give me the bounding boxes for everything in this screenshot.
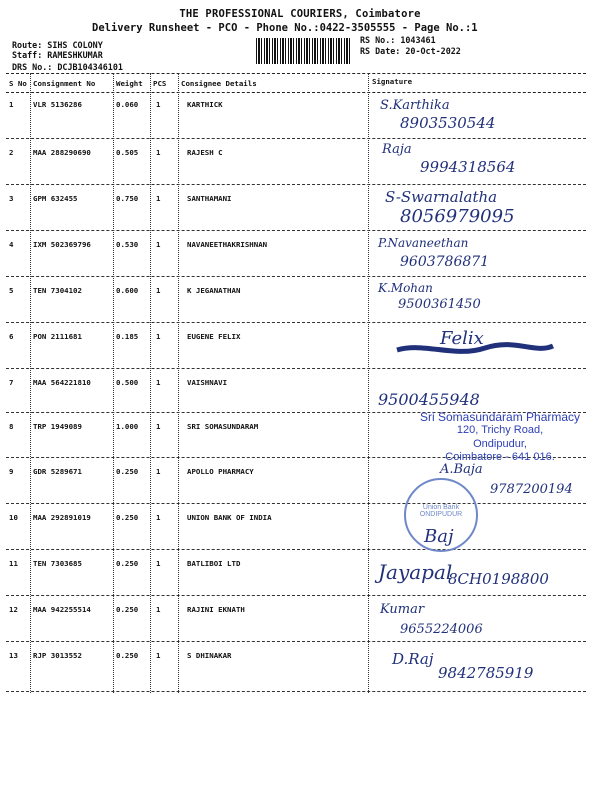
- row-consignee: SANTHAMANI: [187, 194, 232, 203]
- row-consignment: RJP 3013552: [33, 651, 82, 660]
- signature-name: Baj: [424, 526, 454, 547]
- row-sno: 4: [9, 240, 14, 249]
- row-pcs: 1: [156, 605, 161, 614]
- signature-name: P.Navaneethan: [378, 236, 469, 250]
- bank-branch: ONDIPUDUR: [419, 511, 463, 518]
- row-pcs: 1: [156, 422, 161, 431]
- row-consignment: MAA 942255514: [33, 605, 91, 614]
- pharmacy-address-3: Coimbatore - 641 016.: [445, 450, 555, 463]
- row-sno: 11: [9, 559, 18, 568]
- row-consignee: NAVANEETHAKRISHNAN: [187, 240, 268, 249]
- table-row: [6, 94, 586, 138]
- row-consignment: MAA 564221810: [33, 378, 91, 387]
- row-divider: [6, 549, 586, 550]
- signature-name: D.Raj: [392, 650, 434, 668]
- row-consignee: VAISHNAVI: [187, 378, 228, 387]
- row-pcs: 1: [156, 148, 161, 157]
- row-pcs: 1: [156, 651, 161, 660]
- runsheet-subtitle: Delivery Runsheet - PCO - Phone No.:0422-3505555 - Page No.:1: [92, 22, 478, 34]
- row-weight: 0.185: [116, 332, 139, 341]
- row-weight: 0.750: [116, 194, 139, 203]
- row-divider: [6, 138, 586, 139]
- row-divider: [6, 691, 586, 692]
- signature-phone: 8CH0198800: [448, 570, 549, 588]
- signature-phone: 9500455948: [378, 390, 480, 409]
- row-sno: 12: [9, 605, 18, 614]
- row-consignment: MAA 288290690: [33, 148, 91, 157]
- signature-phone: 9603786871: [400, 254, 490, 270]
- row-consignment: IXM 502369796: [33, 240, 91, 249]
- scribble-strike: [395, 340, 555, 360]
- row-consignment: GPM 632455: [33, 194, 78, 203]
- row-pcs: 1: [156, 100, 161, 109]
- signature-name: Raja: [382, 142, 412, 157]
- row-consignment: GDR 5289671: [33, 467, 82, 476]
- row-sno: 13: [9, 651, 18, 660]
- row-consignment: VLR 5136286: [33, 100, 82, 109]
- signature-phone: 9500361450: [398, 297, 481, 312]
- row-divider: [6, 230, 586, 231]
- pharmacy-name: Sri Somasundaram Pharmacy: [420, 410, 581, 424]
- row-sno: 8: [9, 422, 14, 431]
- row-consignee: RAJINI EKNATH: [187, 605, 245, 614]
- row-pcs: 1: [156, 286, 161, 295]
- signature-name: A.Baja: [440, 462, 483, 477]
- header-rule-top: [6, 73, 586, 74]
- bank-name: Union Bank: [422, 504, 460, 511]
- row-consignee: K JEGANATHAN: [187, 286, 241, 295]
- row-divider: [6, 595, 586, 596]
- row-consignment: MAA 292891019: [33, 513, 91, 522]
- signature-phone: 9787200194: [490, 482, 573, 497]
- row-pcs: 1: [156, 559, 161, 568]
- row-pcs: 1: [156, 378, 161, 387]
- table-row: [6, 599, 586, 643]
- pharmacy-address-1: 120, Trichy Road,: [456, 424, 544, 437]
- barcode: [256, 38, 352, 64]
- row-pcs: 1: [156, 513, 161, 522]
- row-divider: [6, 276, 586, 277]
- col-header-pcs: PCS: [153, 79, 167, 88]
- row-weight: 0.060: [116, 100, 139, 109]
- row-divider: [6, 641, 586, 642]
- row-consignee: APOLLO PHARMACY: [187, 467, 254, 476]
- table-row: [6, 234, 586, 278]
- signature-name: S.Karthika: [380, 98, 450, 113]
- rs-date: RS Date: 20-Oct-2022: [360, 46, 461, 56]
- row-consignee: EUGENE FELIX: [187, 332, 241, 341]
- signature-phone: 8903530544: [400, 114, 496, 132]
- row-consignee: SRI SOMASUNDARAM: [187, 422, 259, 431]
- row-weight: 0.505: [116, 148, 139, 157]
- row-sno: 1: [9, 100, 14, 109]
- col-header-consignee: Consignee Details: [181, 79, 257, 88]
- header-rule-bottom: [6, 92, 586, 93]
- signature-phone: 9842785919: [438, 664, 534, 682]
- row-consignment: TEN 7304102: [33, 286, 82, 295]
- company-title: THE PROFESSIONAL COURIERS, Coimbatore: [179, 8, 421, 20]
- drs-label: DRS No.: DCJB104346101: [12, 62, 123, 72]
- row-divider: [6, 368, 586, 369]
- signature-name: Jayapal: [378, 560, 453, 584]
- row-weight: 0.600: [116, 286, 139, 295]
- col-header-signature: Signature: [372, 77, 413, 86]
- row-weight: 0.250: [116, 559, 139, 568]
- row-divider: [6, 184, 586, 185]
- row-sno: 6: [9, 332, 14, 341]
- row-consignment: TEN 7303685: [33, 559, 82, 568]
- signature-phone: 9994318564: [420, 158, 516, 176]
- row-pcs: 1: [156, 240, 161, 249]
- row-consignment: TRP 1949089: [33, 422, 82, 431]
- row-sno: 9: [9, 467, 14, 476]
- signature-name: S-Swarnalatha: [385, 188, 498, 206]
- table-row: [6, 280, 586, 324]
- route-label: Route: SIHS COLONY: [12, 40, 103, 50]
- col-header-sno: S No: [9, 79, 27, 88]
- rs-number: RS No.: 1043461: [360, 35, 436, 45]
- row-weight: 0.250: [116, 605, 139, 614]
- row-divider: [6, 322, 586, 323]
- row-consignee: RAJESH C: [187, 148, 223, 157]
- pharmacy-stamp: [420, 410, 580, 464]
- row-weight: 1.000: [116, 422, 139, 431]
- signature-name: K.Mohan: [378, 281, 433, 295]
- row-divider: [6, 503, 586, 504]
- col-header-consignment: Consignment No: [33, 79, 96, 88]
- row-weight: 0.250: [116, 467, 139, 476]
- row-consignee: KARTHICK: [187, 100, 223, 109]
- row-consignment: PON 2111681: [33, 332, 82, 341]
- staff-label: Staff: RAMESHKUMAR: [12, 50, 103, 60]
- table-row: [6, 507, 586, 551]
- row-sno: 5: [9, 286, 14, 295]
- row-weight: 0.250: [116, 513, 139, 522]
- signature-phone: 8056979095: [400, 206, 515, 227]
- row-weight: 0.500: [116, 378, 139, 387]
- row-pcs: 1: [156, 194, 161, 203]
- row-sno: 7: [9, 378, 14, 387]
- row-pcs: 1: [156, 332, 161, 341]
- row-sno: 3: [9, 194, 14, 203]
- row-pcs: 1: [156, 467, 161, 476]
- col-header-weight: Weight: [116, 79, 143, 88]
- pharmacy-address-2: Ondipudur,: [473, 437, 527, 450]
- row-weight: 0.530: [116, 240, 139, 249]
- row-sno: 2: [9, 148, 14, 157]
- row-sno: 10: [9, 513, 18, 522]
- row-weight: 0.250: [116, 651, 139, 660]
- row-consignee: S DHINAKAR: [187, 651, 232, 660]
- signature-name: Felix: [440, 328, 484, 349]
- signature-name: Kumar: [380, 602, 425, 617]
- row-consignee: BATLIBOI LTD: [187, 559, 241, 568]
- signature-phone: 9655224006: [400, 622, 483, 637]
- row-consignee: UNION BANK OF INDIA: [187, 513, 272, 522]
